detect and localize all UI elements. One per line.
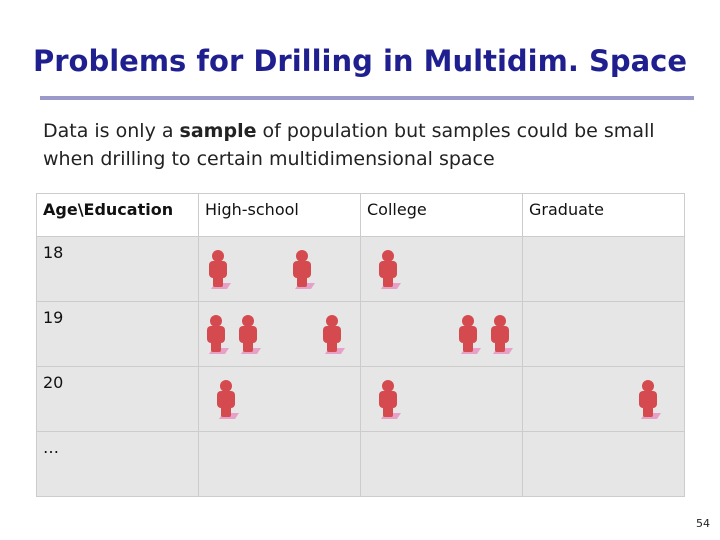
table-header-row [37, 194, 685, 237]
person-icon [215, 379, 241, 421]
person-icon [457, 314, 483, 356]
person-icon [237, 314, 263, 356]
person-icon [489, 314, 515, 356]
cell-high-school [199, 302, 361, 367]
row-label: 18 [37, 237, 199, 302]
person-icon [321, 314, 347, 356]
table-row [37, 367, 685, 432]
table-row [37, 237, 685, 302]
cell-college [361, 302, 523, 367]
table-row [37, 302, 685, 367]
person-icon [207, 249, 233, 291]
header-college: College [361, 194, 523, 237]
cell-graduate [523, 237, 685, 302]
slide-body-text [43, 117, 693, 173]
header-graduate: Graduate [523, 194, 685, 237]
cell-graduate [523, 302, 685, 367]
body-text-part2: of population but samples could be small when drilling to certain multidimensional space [43, 120, 655, 170]
cell-college [361, 367, 523, 432]
person-icon [205, 314, 231, 356]
cell-high-school [199, 432, 361, 497]
table-row [37, 432, 685, 497]
header-age-education: Age\Education [37, 194, 199, 237]
age-education-table [36, 193, 685, 497]
cell-graduate [523, 432, 685, 497]
page-number: 54 [696, 517, 710, 530]
slide-title: Problems for Drilling in Multidim. Space [32, 44, 688, 78]
cell-college [361, 432, 523, 497]
cell-high-school [199, 367, 361, 432]
title-underline [40, 96, 694, 100]
row-label: 20 [37, 367, 199, 432]
row-label: 19 [37, 302, 199, 367]
person-icon [291, 249, 317, 291]
body-text-part1: Data is only a [43, 120, 180, 142]
cell-high-school [199, 237, 361, 302]
cell-college [361, 237, 523, 302]
person-icon [377, 379, 403, 421]
cell-graduate [523, 367, 685, 432]
person-icon [637, 379, 663, 421]
body-text-bold: sample [179, 120, 257, 142]
row-label: … [37, 432, 199, 497]
person-icon [377, 249, 403, 291]
header-high-school: High-school [199, 194, 361, 237]
